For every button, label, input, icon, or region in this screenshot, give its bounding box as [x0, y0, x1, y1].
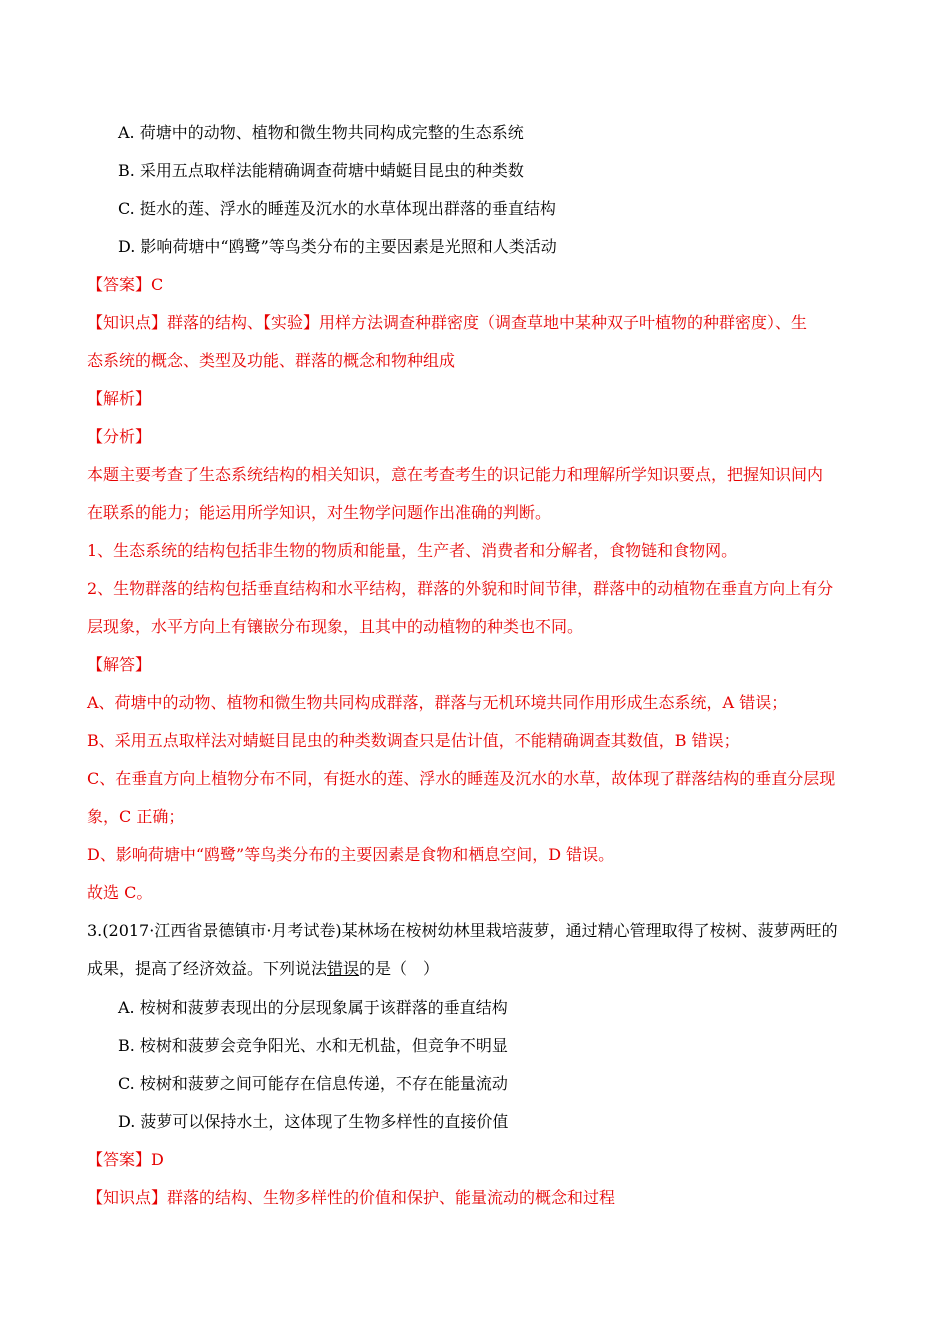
q3-knowledge: 【知识点】群落的结构、生物多样性的价值和保护、能量流动的概念和过程	[87, 1188, 616, 1207]
q2-option-d: D. 影响荷塘中“鸥鹭”等鸟类分布的主要因素是光照和人类活动	[118, 237, 557, 256]
q2-solution-line: B、采用五点取样法对蜻蜓目昆虫的种类数调查只是估计值，不能精确调查其数值，B 错误；	[87, 731, 740, 750]
q2-knowledge-line2: 态系统的概念、类型及功能、群落的概念和物种组成	[87, 351, 456, 370]
q3-option-a: A. 桉树和菠萝表现出的分层现象属于该群落的垂直结构	[118, 998, 508, 1017]
q2-analysis-line: 层现象，水平方向上有镶嵌分布现象，且其中的动植物的种类也不同。	[87, 617, 584, 636]
q3-stem-suffix: 的是（ ）	[359, 959, 440, 978]
q3-option-c: C. 桉树和菠萝之间可能存在信息传递，不存在能量流动	[118, 1074, 508, 1093]
q2-jiexi-heading: 【解析】	[87, 389, 152, 408]
q2-option-c: C. 挺水的莲、浮水的睡莲及沉水的水草体现出群落的垂直结构	[118, 199, 556, 218]
q2-option-b: B. 采用五点取样法能精确调查荷塘中蜻蜓目昆虫的种类数	[118, 161, 524, 180]
q3-option-b: B. 桉树和菠萝会竞争阳光、水和无机盐，但竞争不明显	[118, 1036, 508, 1055]
q2-analysis-line: 2、生物群落的结构包括垂直结构和水平结构，群落的外貌和时间节律，群落中的动植物在垂直方向上有分	[87, 579, 834, 598]
q2-option-a: A. 荷塘中的动物、植物和微生物共同构成完整的生态系统	[118, 123, 524, 142]
q2-jieda-heading: 【解答】	[87, 655, 152, 674]
q2-analysis-line: 本题主要考查了生态系统结构的相关知识，意在考查考生的识记能力和理解所学知识要点，把握知识间内	[87, 465, 824, 484]
q3-option-d: D. 菠萝可以保持水土，这体现了生物多样性的直接价值	[118, 1112, 509, 1131]
q3-answer: 【答案】D	[87, 1150, 164, 1169]
q2-knowledge-line1: 【知识点】群落的结构、【实验】用样方法调查种群密度（调查草地中某种双子叶植物的种群密度）、生	[87, 313, 808, 332]
q2-solution-line: 象，C 正确；	[87, 807, 185, 826]
q2-analysis-line: 1、生态系统的结构包括非生物的物质和能量，生产者、消费者和分解者，食物链和食物网。	[87, 541, 738, 560]
q2-fenxi-heading: 【分析】	[87, 427, 152, 446]
q2-answer: 【答案】C	[87, 275, 164, 294]
q2-solution-line: A、荷塘中的动物、植物和微生物共同构成群落，群落与无机环境共同作用形成生态系统，A 错误；	[87, 693, 788, 712]
q2-conclusion: 故选 C。	[87, 883, 153, 902]
q3-stem-emphasis: 错误	[327, 959, 360, 978]
q2-analysis-line: 在联系的能力；能运用所学知识，对生物学问题作出准确的判断。	[87, 503, 552, 522]
q2-solution-line: C、在垂直方向上植物分布不同，有挺水的莲、浮水的睡莲及沉水的水草，故体现了群落结构的垂直分层现	[87, 769, 836, 788]
q3-stem-line1: 3.(2017·江西省景德镇市·月考试卷)某林场在桉树幼林里栽培菠萝，通过精心管理取得了桉树、菠萝两旺的	[87, 921, 838, 940]
q3-stem-line2	[87, 957, 439, 981]
q3-stem-prefix: 成果，提高了经济效益。下列说法	[87, 959, 328, 978]
q2-solution-line: D、影响荷塘中“鸥鹭”等鸟类分布的主要因素是食物和栖息空间，D 错误。	[87, 845, 615, 864]
